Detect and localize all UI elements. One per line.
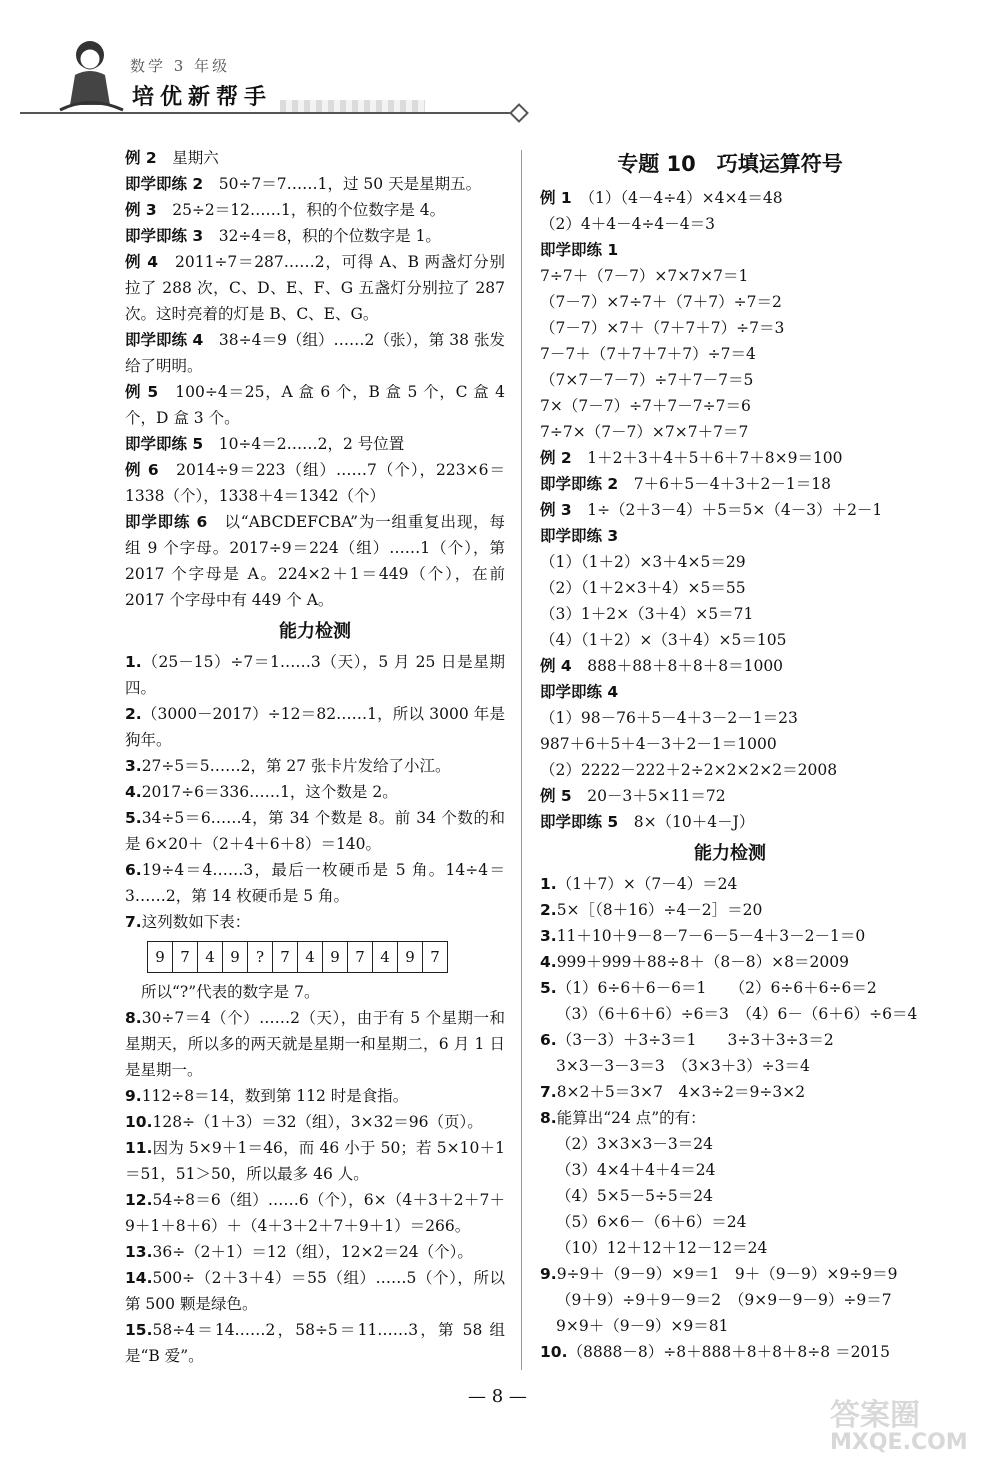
question-item	[125, 1317, 505, 1369]
seq-cell: 9	[323, 942, 348, 973]
q-text: 19÷4＝4……3，最后一枚硬币是 5 角。14÷4＝3……2，第 14 枚硬币是 5 角。	[125, 861, 505, 905]
item-label: 即学即练 5	[540, 813, 619, 831]
q7-conclusion: 所以“?”代表的数字是 7。	[141, 983, 320, 1001]
q-number: 9.	[540, 1265, 557, 1283]
question-subline: （5）6×6－（6＋6）＝24	[556, 1213, 747, 1231]
answer-line	[540, 445, 920, 471]
seq-cell: 9	[398, 942, 423, 973]
question-subline: （9＋9）÷9＋9－9＝2 （9×9－9－9）÷9＝7	[556, 1291, 892, 1309]
q-number: 7.	[125, 913, 142, 931]
q-text: 因为 5×9＋1＝46，而 46 小于 50；若 5×10＋1＝51，51＞50，所以最多 46 人。	[125, 1139, 505, 1183]
q-number: 4.	[540, 953, 557, 971]
answer-line: 7÷7＋（7－7）×7×7×7＝1	[540, 267, 749, 285]
answer-line	[125, 457, 505, 509]
question-item	[540, 975, 920, 1001]
answer-line	[125, 223, 505, 249]
answer-line: （2）2222－222＋2÷2×2×2×2＝2008	[540, 761, 838, 779]
question-item	[540, 1079, 920, 1105]
item-text: 1÷（2＋3－4）＋5＝5×（4－3）＋2－1	[587, 501, 883, 519]
sequence-table	[147, 941, 448, 973]
answer-line: （3）1＋2×（3＋4）×5＝71	[540, 605, 754, 623]
q-number: 14.	[125, 1269, 153, 1287]
q-text: 54÷8＝6（组）……6（个），6×（4＋3＋2＋7＋9＋1＋8＋6）＋（4＋3＋2＋7＋9＋1）＝266。	[125, 1191, 505, 1235]
answer-line	[125, 379, 505, 431]
q-number: 12.	[125, 1191, 153, 1209]
answer-line	[540, 809, 920, 835]
q-text: 30÷7＝4（个）……2（天），由于有 5 个星期一和星期天，所以多的两天就是星期一和星期二，6 月 1 日是星期一。	[125, 1009, 505, 1079]
item-label: 即学即练 4	[540, 683, 619, 701]
seq-cell: ?	[248, 942, 273, 973]
q-text: 2017÷6＝336……1，这个数是 2。	[141, 783, 398, 801]
seq-cell: 7	[348, 942, 373, 973]
q-number: 2.	[125, 705, 142, 723]
answer-line	[540, 497, 920, 523]
q-number: 10.	[540, 1343, 568, 1361]
question-item	[125, 753, 505, 779]
item-label: 例 3	[125, 201, 157, 219]
q-text: （3－3）＋3÷3＝1 3÷3＋3÷3＝2	[556, 1031, 834, 1049]
answer-line	[125, 249, 505, 327]
answer-line: （7－7）×7＋（7＋7＋7）÷7＝3	[540, 319, 785, 337]
item-text: （1）（4－4÷4）×4×4＝48	[587, 189, 783, 207]
q-number: 10.	[125, 1113, 153, 1131]
question-item	[125, 1187, 505, 1239]
item-label: 即学即练 6	[125, 513, 208, 531]
item-text: 1＋2＋3＋4＋5＋6＋7＋8×9＝100	[587, 449, 843, 467]
question-item	[125, 805, 505, 857]
q-number: 15.	[125, 1321, 153, 1339]
column-divider	[521, 150, 522, 1370]
answer-line: 987＋6＋5＋4－3＋2－1＝1000	[540, 735, 777, 753]
q-number: 8.	[540, 1109, 557, 1127]
answer-line	[125, 171, 505, 197]
question-item	[125, 1083, 505, 1109]
question-item	[125, 701, 505, 753]
question-item	[125, 1239, 505, 1265]
question-item	[540, 923, 920, 949]
question-item	[125, 1109, 505, 1135]
item-text: 2014÷9＝223（组）……7（个），223×6＝1338（个），1338＋4＝1342（个）	[125, 461, 505, 505]
question-item	[540, 1027, 920, 1053]
q-text: （25－15）÷7＝1……3（天），5 月 25 日是星期四。	[125, 653, 505, 697]
question-item	[540, 871, 920, 897]
item-label: 即学即练 2	[540, 475, 619, 493]
item-label: 即学即练 2	[125, 175, 204, 193]
section-title: 能力检测	[694, 843, 766, 864]
q-number: 3.	[125, 757, 142, 775]
seq-cell: 7	[273, 942, 298, 973]
answer-line	[125, 145, 505, 171]
q-text: 11＋10＋9－8－7－6－5－4＋3－2－1＝0	[556, 927, 866, 945]
q-text: （8888－8）÷8＋888＋8＋8＋8÷8 ＝2015	[567, 1343, 891, 1361]
watermark-url: MXQE.COM	[830, 1430, 968, 1455]
q-number: 3.	[540, 927, 557, 945]
q-text: 能算出“24 点”的有：	[556, 1109, 706, 1127]
question-item	[540, 949, 920, 975]
q-text: （1）6÷6＋6－6＝1 （2）6÷6＋6÷6＝2	[556, 979, 877, 997]
question-subline: 9×9＋（9－9）×9＝81	[556, 1317, 729, 1335]
q-text: 58÷4＝14……2，58÷5＝11……3，第 58 组是“B 爱”。	[125, 1321, 505, 1365]
question-subline: （3）（6＋6＋6）÷6＝3 （4）6－（6＋6）÷6＝4	[556, 1005, 918, 1023]
answer-line	[125, 431, 505, 457]
answer-line: （1）98－76＋5－4＋3－2－1＝23	[540, 709, 798, 727]
series-label: 数学 3 年级	[130, 57, 231, 75]
item-label: 即学即练 5	[125, 435, 204, 453]
item-text: 2011÷7＝287……2，可得 A、B 两盏灯分别拉了 288 次，C、D、E、F、G 五盏灯分别拉了 287 次。这时亮着的灯是 B、C、E、G。	[125, 253, 505, 323]
item-label: 即学即练 3	[540, 527, 619, 545]
seq-cell: 7	[173, 942, 198, 973]
item-label: 例 6	[125, 461, 159, 479]
section-title: 能力检测	[279, 621, 351, 642]
q-number: 1.	[125, 653, 142, 671]
answer-line	[125, 327, 505, 379]
item-text: 20－3＋5×11＝72	[587, 787, 726, 805]
seq-cell: 7	[423, 942, 448, 973]
question-item	[540, 897, 920, 923]
q-number: 6.	[540, 1031, 557, 1049]
answer-line	[125, 509, 505, 613]
header-rule	[20, 112, 512, 114]
q-number: 2.	[540, 901, 557, 919]
seq-cell: 4	[373, 942, 398, 973]
item-label: 例 4	[540, 657, 572, 675]
item-label: 例 2	[540, 449, 572, 467]
q-text: （1＋7）×（7－4）＝24	[556, 875, 738, 893]
q-text: 27÷5＝5……2，第 27 张卡片发给了小江。	[141, 757, 451, 775]
answer-line: （1）（1＋2）×3＋4×5＝29	[540, 553, 746, 571]
q-text: 34÷5＝6……4，第 34 个数是 8。前 34 个数的和是 6×20＋（2＋4＋6＋8）＝140。	[125, 809, 505, 853]
answer-line	[540, 185, 920, 211]
q-number: 5.	[540, 979, 557, 997]
question-subline: （2）3×3×3－3＝24	[556, 1135, 714, 1153]
q-number: 7.	[540, 1083, 557, 1101]
item-text: 50÷7＝7……1，过 50 天是星期五。	[218, 175, 482, 193]
question-item	[125, 857, 505, 909]
q-number: 11.	[125, 1139, 153, 1157]
item-text: 以“ABCDEFCBA”为一组重复出现，每组 9 个字母。2017÷9＝224（组）……1（个），第 2017 个字母是 A。224×2＋1＝449（个），在前 2017 个字母中有 449 个 A。	[125, 513, 505, 609]
right-column	[540, 145, 920, 1365]
question-subline: （4）5×5－5÷5＝24	[556, 1187, 714, 1205]
item-label: 例 4	[125, 253, 159, 271]
item-text: 38÷4＝9（组）……2（张），第 38 张发给了明明。	[125, 331, 505, 375]
answer-line: （2）（1＋2×3＋4）×5＝55	[540, 579, 746, 597]
question-item	[540, 1261, 920, 1287]
q-number: 5.	[125, 809, 142, 827]
answer-line: （7×7－7－7）÷7＋7－7＝5	[540, 371, 754, 389]
item-label: 即学即练 1	[540, 241, 619, 259]
question-item	[125, 649, 505, 701]
item-text: 100÷4＝25，A 盒 6 个，B 盒 5 个，C 盒 4 个，D 盒 3 个。	[125, 383, 505, 427]
question-item	[125, 1265, 505, 1317]
item-label: 例 5	[125, 383, 159, 401]
q-text: 36÷（2＋1）＝12（组），12×2＝24（个）。	[152, 1243, 473, 1261]
watermark-logo: 答案圈	[830, 1398, 920, 1433]
answer-line: （7－7）×7÷7＋（7＋7）÷7＝2	[540, 293, 782, 311]
q-number: 9.	[125, 1087, 142, 1105]
question-subline: （10）12＋12＋12－12＝24	[556, 1239, 768, 1257]
left-column	[125, 145, 505, 1369]
q-number: 6.	[125, 861, 142, 879]
q-text: 8×2＋5＝3×7 4×3÷2＝9÷3×2	[556, 1083, 806, 1101]
item-text: 星期六	[172, 149, 219, 167]
item-text: 7＋6＋5－4＋3＋2－1＝18	[633, 475, 831, 493]
topic-title: 专题 10 巧填运算符号	[617, 152, 843, 176]
item-text: 8×（10＋4－J）	[633, 813, 755, 831]
item-text: 32÷4＝8，积的个位数字是 1。	[218, 227, 441, 245]
item-label: 例 5	[540, 787, 572, 805]
q-text: 这列数如下表：	[141, 913, 251, 931]
q-text: 9÷9＋（9－9）×9＝1 9＋（9－9）×9÷9＝9	[556, 1265, 898, 1283]
q-text: 999＋999＋88÷8＋（8－8）×8＝2009	[556, 953, 849, 971]
question-item	[125, 1135, 505, 1187]
seq-cell: 9	[148, 942, 173, 973]
question-item	[125, 909, 505, 935]
answer-line	[540, 783, 920, 809]
answer-line: 7×（7－7）÷7＋7－7÷7＝6	[540, 397, 751, 415]
question-subline: 3×3－3－3＝3 （3×3＋3）÷3＝4	[556, 1057, 810, 1075]
item-label: 即学即练 3	[125, 227, 204, 245]
seq-cell: 9	[223, 942, 248, 973]
q-number: 13.	[125, 1243, 153, 1261]
answer-line: （2）4＋4－4÷4－4＝3	[540, 215, 716, 233]
mascot-icon	[55, 35, 125, 115]
q-text: 112÷8＝14，数到第 112 时是食指。	[141, 1087, 409, 1105]
question-item	[125, 779, 505, 805]
question-item	[540, 1339, 920, 1365]
diamond-ornament-icon	[509, 103, 529, 123]
answer-line: 7－7＋（7＋7＋7＋7）÷7＝4	[540, 345, 756, 363]
q-text: 500÷（2＋3＋4）＝55（组）……5（个），所以第 500 颗是绿色。	[125, 1269, 505, 1313]
answer-line: （4）（1＋2）×（3＋4）×5＝105	[540, 631, 787, 649]
q-number: 1.	[540, 875, 557, 893]
q-number: 8.	[125, 1009, 142, 1027]
seq-cell: 4	[298, 942, 323, 973]
item-text: 888＋88＋8＋8＋8＝1000	[587, 657, 784, 675]
book-title: 培优新帮手	[132, 84, 273, 110]
seq-cell: 4	[198, 942, 223, 973]
page-number: — 8 —	[468, 1386, 527, 1407]
answer-line	[125, 197, 505, 223]
item-label: 例 3	[540, 501, 572, 519]
q-text: （3000－2017）÷12＝82……1，所以 3000 年是狗年。	[125, 705, 505, 749]
item-text: 25÷2＝12……1，积的个位数字是 4。	[172, 201, 446, 219]
answer-line	[540, 653, 920, 679]
question-subline: （3）4×4＋4＋4＝24	[556, 1161, 716, 1179]
q-number: 4.	[125, 783, 142, 801]
item-label: 即学即练 4	[125, 331, 204, 349]
question-item	[125, 1005, 505, 1083]
q-text: 128÷（1＋3）＝32（组），3×32＝96（页）。	[152, 1113, 483, 1131]
page-header	[0, 0, 1000, 150]
q-text: 5×［（8＋16）÷4－2］＝20	[556, 901, 763, 919]
answer-line	[540, 471, 920, 497]
item-label: 例 1	[540, 189, 572, 207]
question-item	[540, 1105, 920, 1131]
item-label: 例 2	[125, 149, 157, 167]
answer-line: 7÷7×（7－7）×7×7＋7＝7	[540, 423, 749, 441]
item-text: 10÷4＝2……2，2 号位置	[218, 435, 405, 453]
